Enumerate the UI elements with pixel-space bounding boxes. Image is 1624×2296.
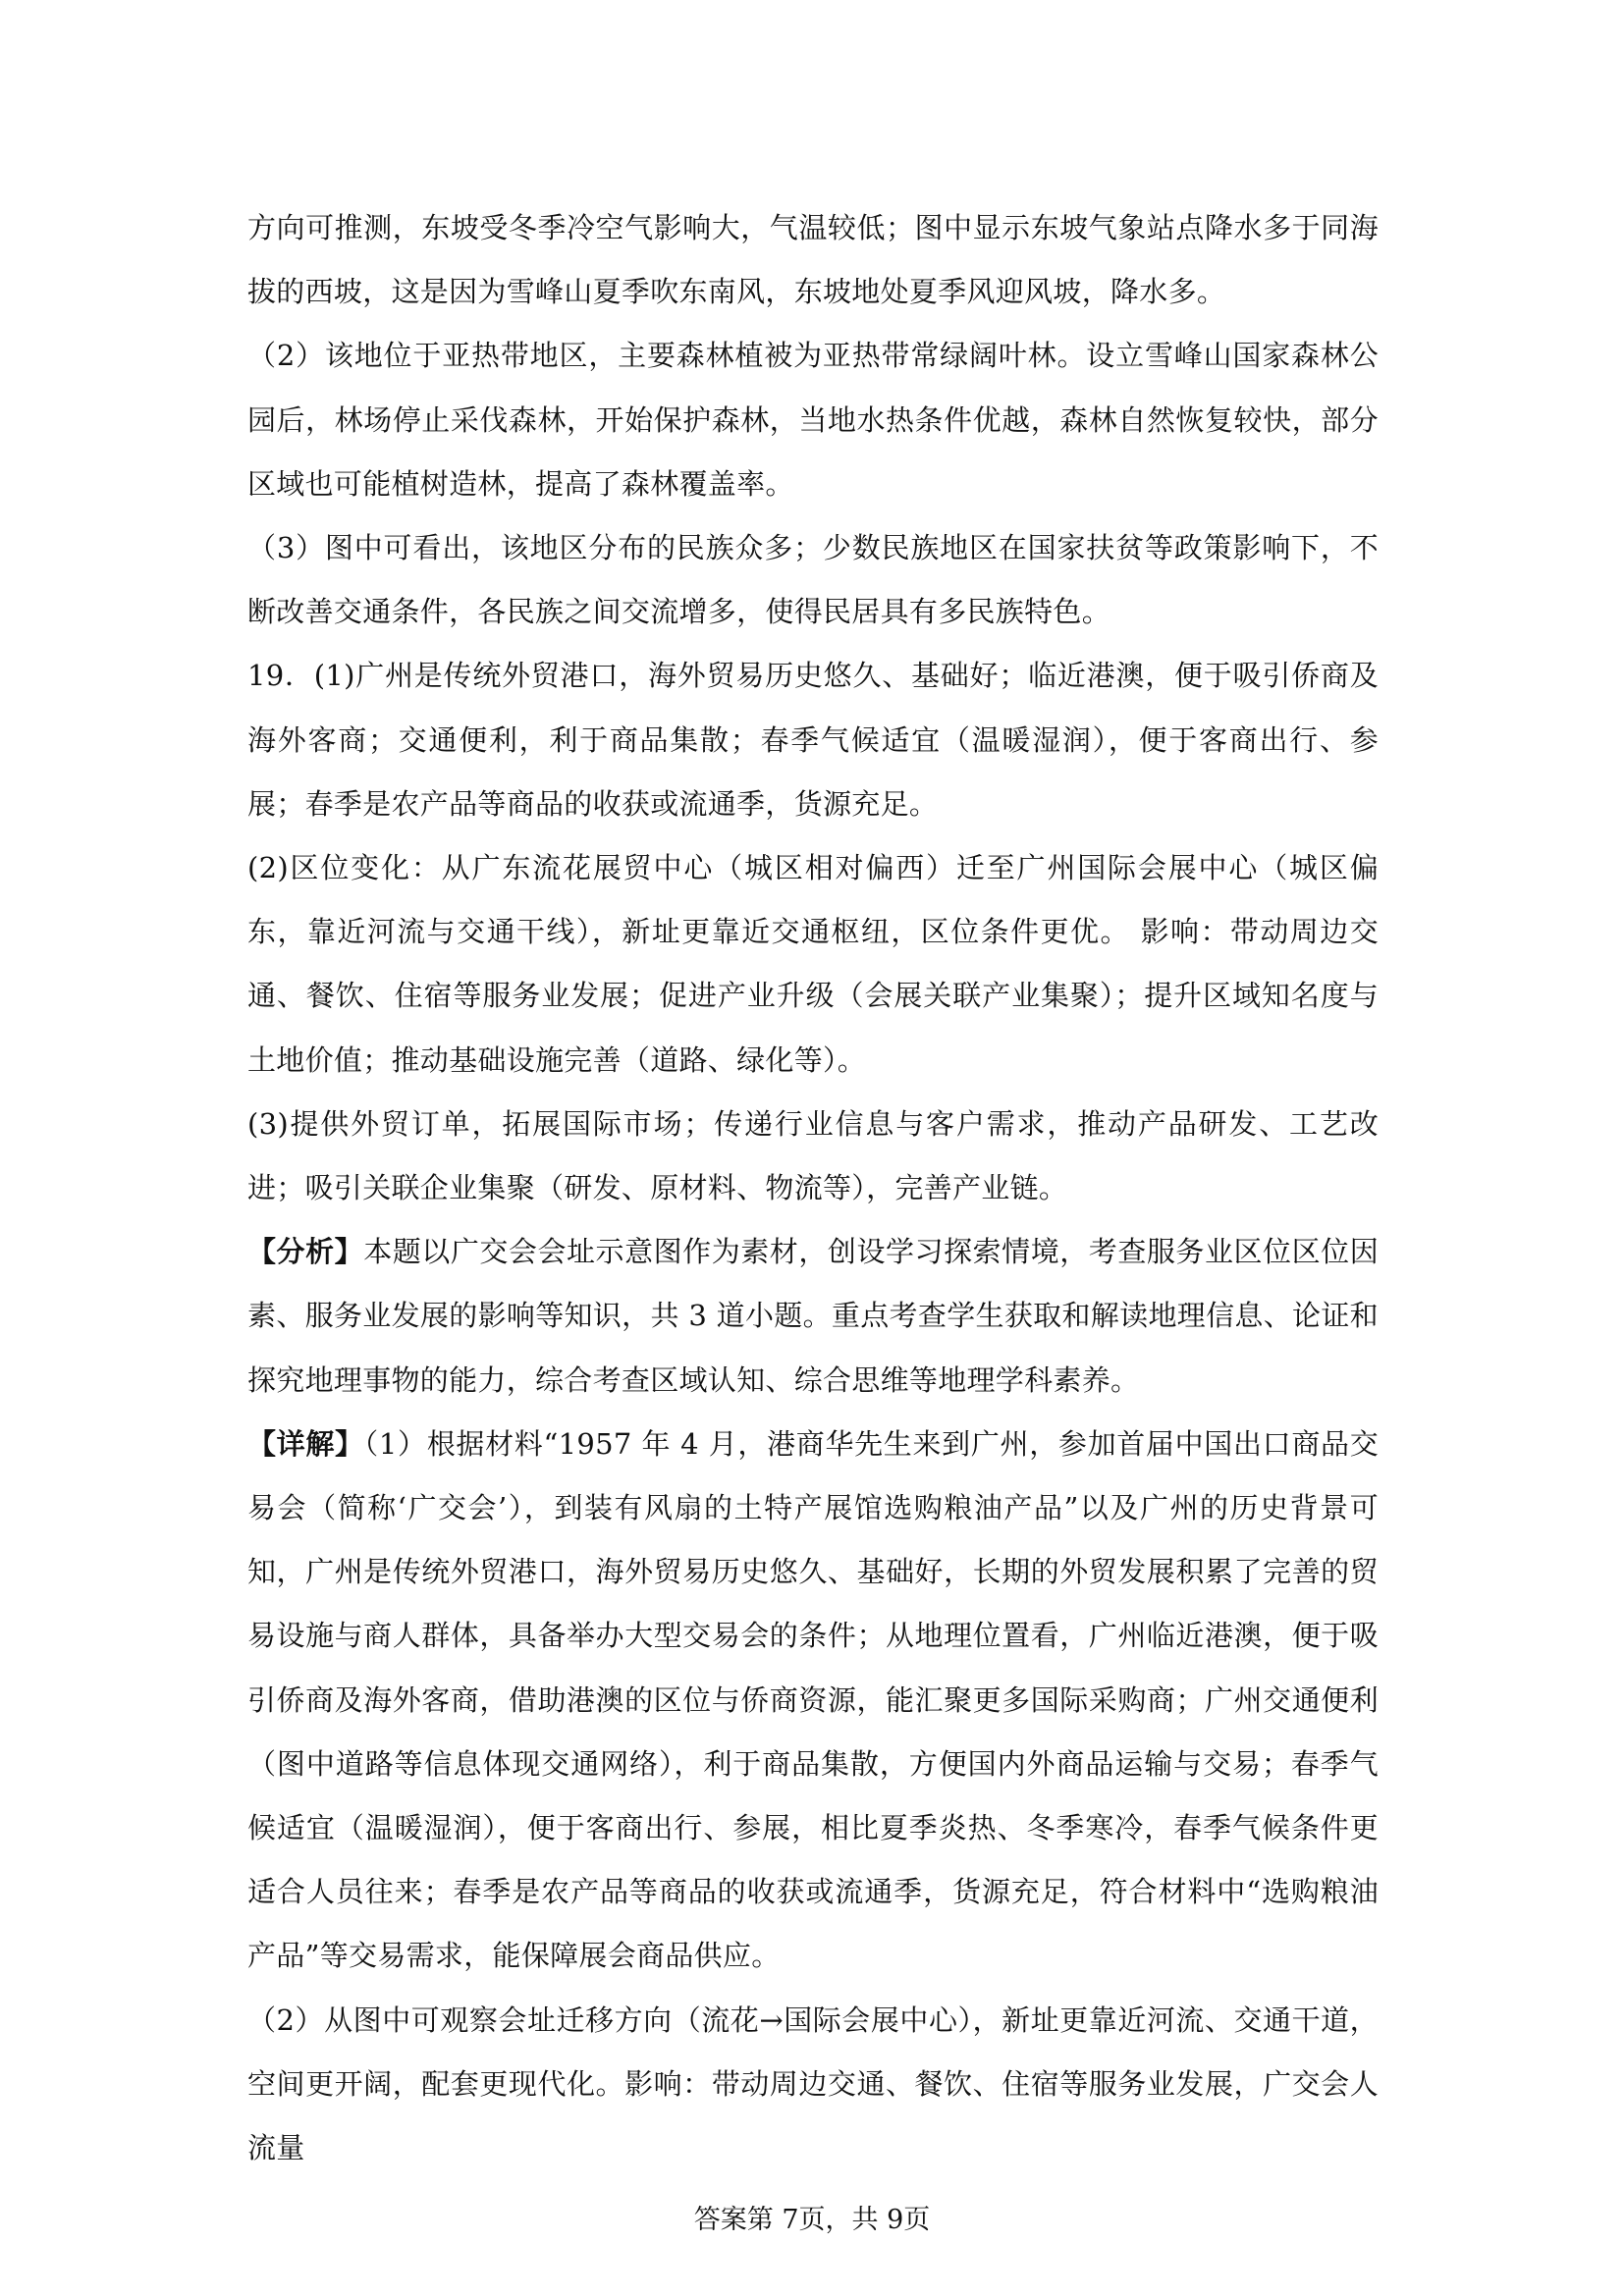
page-footer [0,2201,1624,2240]
answer-content [247,196,1379,2180]
paragraph-text: （2）该地位于亚热带地区，主要森林植被为亚热带常绿阔叶林。设立雪峰山国家森林公园后，林场停止采伐森林，开始保护森林，当地水热条件优越，森林自然恢复较快，部分区域也可能植树造林，提高了森林覆盖率。 [247,339,1379,501]
paragraph-text: （2）从图中可观察会址迁移方向（流花→国际会展中心），新址更靠近河流、交通干道，空间更开阔，配套更现代化。影响：带动周边交通、餐饮、住宿等服务业发展，广交会人流量 [247,2002,1379,2165]
paragraph-text: 本题以广交会会址示意图作为素材，创设学习探索情境，考查服务业区位区位因素、服务业发展的影响等知识，共 3 道小题。重点考查学生获取和解读地理信息、论证和探究地理事物的能力，综合考查区域认知、综合思维等地理学科素养。 [247,1235,1379,1397]
paragraph-18-3 [247,516,1379,644]
paragraph-continued-18-1 [247,196,1379,324]
paragraph-text: 方向可推测，东坡受冬季冷空气影响大，气温较低；图中显示东坡气象站点降水多于同海拔的西坡，这是因为雪峰山夏季吹东南风，东坡地处夏季风迎风坡，降水多。 [247,211,1379,309]
page-number-label: 答案第 7页，共 9页 [693,2205,931,2235]
paragraph-analysis [247,1220,1379,1413]
paragraph-text: （1）根据材料“1957 年 4 月，港商华先生来到广州，参加首届中国出口商品交易会（简称‘广交会’），到装有风扇的土特产展馆选购粮油产品”以及广州的历史背景可知，广州是传统外贸港口，海外贸易历史悠久、基础好，长期的外贸发展积累了完善的贸易设施与商人群体，具备举办大型交易会的条件；从地理位置看，广州临近港澳，便于吸引侨商及海外客商，借助港澳的区位与侨商资源，能汇聚更多国际采购商；广州交通便利（图中道路等信息体现交通网络），利于商品集散，方便国内外商品运输与交易；春季气候适宜（温暖湿润），便于客商出行、参展，相比夏季炎热、冬季寒冷，春季气候条件更适合人员往来；春季是农产品等商品的收获或流通季，货源充足，符合材料中“选购粮油产品”等交易需求，能保障展会商品供应。 [247,1426,1380,1973]
paragraph-text: (2)区位变化：从广东流花展贸中心（城区相对偏西）迁至广州国际会展中心（城区偏东，靠近河流与交通干线），新址更靠近交通枢纽，区位条件更优。 影响：带动周边交通、餐饮、住宿等服务业发展；促进产业升级（会展关联产业集聚）；提升区域知名度与土地价值；推动基础设施完善（道路、绿化等）。 [247,851,1379,1077]
paragraph-text: （3）图中可看出，该地区分布的民族众多；少数民族地区在国家扶贫等政策影响下，不断改善交通条件，各民族之间交流增多，使得民居具有多民族特色。 [247,531,1379,629]
paragraph-19-1 [247,644,1379,836]
paragraph-detail-1 [247,1413,1379,1989]
paragraph-19-2 [247,836,1379,1093]
paragraph-18-2 [247,324,1379,516]
analysis-label: 【分析】 [247,1235,364,1269]
paragraph-detail-2 [247,1989,1379,2181]
paragraph-text: (3)提供外贸订单，拓展国际市场；传递行业信息与客户需求，推动产品研发、工艺改进；吸引关联企业集聚（研发、原材料、物流等），完善产业链。 [247,1106,1379,1205]
detail-label: 【详解】 [247,1426,364,1461]
paragraph-text: 19．(1)广州是传统外贸港口，海外贸易历史悠久、基础好；临近港澳，便于吸引侨商及海外客商；交通便利，利于商品集散；春季气候适宜（温暖湿润），便于客商出行、参展；春季是农产品等商品的收获或流通季，货源充足。 [247,659,1379,821]
paragraph-19-3 [247,1093,1379,1220]
